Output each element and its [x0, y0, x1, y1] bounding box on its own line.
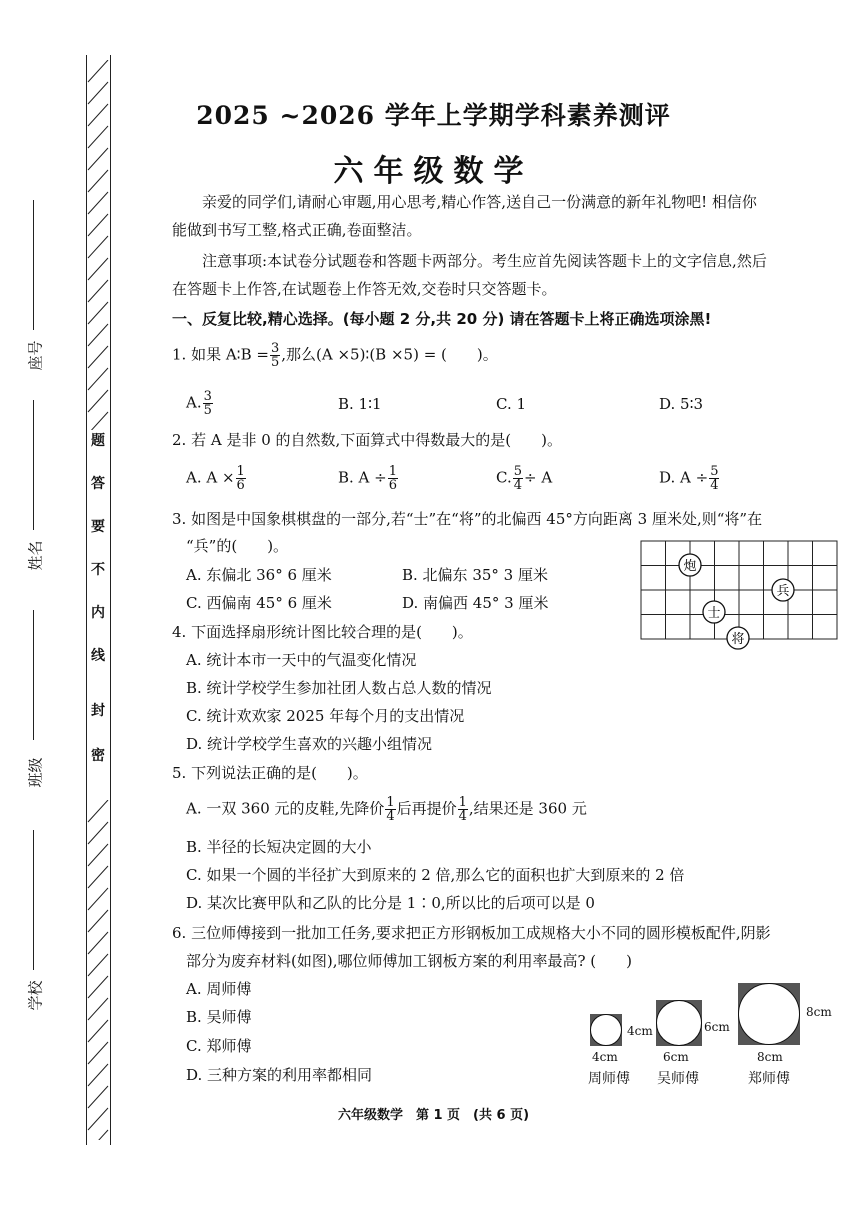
- q2-option-d[interactable]: [659, 465, 720, 492]
- q1-option-d[interactable]: D. 5∶3: [659, 395, 704, 413]
- q1-frac-den: 5: [270, 355, 280, 370]
- q3-option-a[interactable]: A. 东偏北 36° 6 厘米: [186, 566, 332, 584]
- hatch-stroke: [88, 236, 108, 258]
- hatch-stroke: [88, 192, 108, 214]
- q2-opt-d-den: 4: [710, 478, 719, 493]
- plate-wu: [656, 1000, 702, 1046]
- hatch-stroke: [88, 324, 108, 346]
- q2-opt-b-den: 6: [388, 478, 398, 493]
- q5-option-d[interactable]: D. 某次比赛甲队和乙队的比分是 1∶0,所以比的后项可以是 0: [186, 894, 595, 912]
- q4-stem: 4. 下面选择扇形统计图比较合理的是( )。: [172, 623, 473, 641]
- q5-opt-a-part3: ,结果还是 360 元: [468, 799, 587, 818]
- q1-option-a[interactable]: [186, 390, 214, 417]
- hatch-stroke: [88, 1042, 108, 1064]
- plate-zhou-bottom: 4cm: [592, 1050, 618, 1064]
- plate-wu-bottom: 6cm: [663, 1050, 689, 1064]
- q4-option-d[interactable]: D. 统计学校学生喜欢的兴趣小组情况: [186, 735, 433, 753]
- intro-line-2: 能做到书写工整,格式正确,卷面整洁。: [172, 221, 422, 239]
- plate-zheng-bottom: 8cm: [757, 1050, 783, 1064]
- seal-char: 题: [91, 433, 105, 449]
- chess-piece-pao: [679, 554, 701, 576]
- q2-opt-d-frac: [709, 465, 719, 492]
- pao-label: 炮: [683, 559, 697, 574]
- hatch-stroke: [88, 390, 108, 412]
- hatch-stroke: [88, 1020, 108, 1042]
- hatch-stroke: [88, 280, 108, 302]
- q1-option-b[interactable]: B. 1∶1: [338, 395, 382, 413]
- q1-stem: [172, 342, 498, 369]
- jiang-label: 将: [731, 632, 745, 647]
- q6-option-c[interactable]: C. 郑师傅: [186, 1037, 252, 1055]
- q2-option-a[interactable]: [186, 465, 247, 492]
- shi-label: 士: [707, 606, 721, 621]
- q1-frac-num: 3: [270, 341, 280, 356]
- q3-stem-1: 3. 如图是中国象棋棋盘的一部分,若“士”在“将”的北偏西 45°方向距离 3 厘米处,则“将”在: [172, 510, 763, 528]
- q2-opt-c-num: 5: [513, 464, 522, 479]
- plate-zhou-name: 周师傅: [588, 1071, 630, 1087]
- seal-char: 要: [91, 519, 105, 535]
- plate-zheng-side: 8cm: [806, 1005, 832, 1019]
- q4-option-a[interactable]: A. 统计本市一天中的气温变化情况: [186, 651, 417, 669]
- class-line[interactable]: [33, 610, 34, 740]
- binding-line-right: [110, 55, 111, 1145]
- hatch-stroke: [88, 888, 108, 910]
- seal-char: 密: [91, 748, 105, 764]
- bing-label: 兵: [776, 584, 790, 599]
- q1-option-c[interactable]: C. 1: [496, 395, 527, 413]
- q4-option-b[interactable]: B. 统计学校学生参加社团人数占总人数的情况: [186, 679, 492, 697]
- hatch-stroke: [88, 998, 108, 1020]
- hatch-stroke: [88, 1064, 108, 1086]
- q1-stem-start: 1. 如果 A∶B =: [172, 345, 269, 364]
- q2-option-c[interactable]: [496, 465, 552, 492]
- student-name-label: 姓名: [26, 540, 45, 571]
- q4-option-c[interactable]: C. 统计欢欢家 2025 年每个月的支出情况: [186, 707, 465, 725]
- seal-char: 答: [91, 476, 105, 492]
- hatch-stroke: [88, 60, 108, 82]
- hatch-stroke: [88, 1130, 108, 1140]
- q1-stem-end: ,那么(A ×5)∶(B ×5) = ( )。: [281, 345, 498, 364]
- q5-opt-a-num2: 1: [458, 795, 467, 810]
- hatch-stroke: [88, 822, 108, 844]
- hatch-stroke: [88, 844, 108, 866]
- q5-opt-a-num1: 1: [386, 795, 395, 810]
- q2-opt-d-num: 5: [710, 464, 719, 479]
- seat-number-label: 座号: [26, 340, 45, 371]
- hatch-stroke: [88, 368, 108, 390]
- binding-hatch-bottom: [86, 800, 110, 1140]
- q2-opt-b-num: 1: [388, 464, 398, 479]
- subject-title: 六年级数学: [333, 154, 534, 189]
- q1-opt-a-num: 3: [203, 389, 212, 404]
- q2-stem: 2. 若 A 是非 0 的自然数,下面算式中得数最大的是( )。: [172, 431, 563, 449]
- hatch-stroke: [88, 258, 108, 280]
- chess-piece-jiang: [727, 627, 749, 649]
- q2-opt-c-label: C.: [496, 468, 512, 487]
- chess-grid: [641, 541, 837, 639]
- q3-option-d[interactable]: D. 南偏西 45° 3 厘米: [402, 594, 549, 612]
- q5-stem: 5. 下列说法正确的是( )。: [172, 764, 368, 782]
- plates-figure: [586, 980, 816, 1050]
- q6-option-b[interactable]: B. 吴师傅: [186, 1008, 252, 1026]
- school-label: 学校: [26, 980, 45, 1011]
- hatch-stroke: [88, 976, 108, 998]
- q2-opt-a-num: 1: [236, 464, 245, 479]
- intro-line-1: 亲爱的同学们,请耐心审题,用心思考,精心作答,送自己一份满意的新年礼物吧! 相信你: [202, 193, 757, 211]
- plate-zheng: [738, 983, 800, 1045]
- q6-option-d[interactable]: D. 三种方案的利用率都相同: [186, 1066, 373, 1084]
- q5-opt-a-part1: A. 一双 360 元的皮鞋,先降价: [186, 799, 385, 818]
- q6-option-a[interactable]: A. 周师傅: [186, 980, 252, 998]
- q3-stem-2: “兵”的( )。: [186, 537, 289, 555]
- hatch-stroke: [88, 800, 108, 822]
- q1-opt-a-label: A.: [186, 393, 202, 412]
- q2-opt-b-frac: [388, 465, 398, 492]
- q5-opt-a-den2: 4: [458, 809, 467, 824]
- exam-title: 2025 ~2026 学年上学期学科素养测评: [196, 101, 671, 130]
- seat-number-line[interactable]: [33, 200, 34, 330]
- hatch-stroke: [88, 866, 108, 888]
- hatch-stroke: [88, 214, 108, 236]
- q5-opt-a-part2: 后再提价: [396, 799, 457, 818]
- q3-option-b[interactable]: B. 北偏东 35° 3 厘米: [402, 566, 548, 584]
- seal-char: 不: [91, 562, 105, 578]
- q2-opt-a-den: 6: [236, 478, 245, 493]
- q6-stem-2: 部分为废弃材料(如图),哪位师傅加工钢板方案的利用率最高? ( ): [186, 952, 632, 970]
- q5-opt-a-den1: 4: [386, 809, 395, 824]
- hatch-stroke: [88, 910, 108, 932]
- q6-stem-1: 6. 三位师傅接到一批加工任务,要求把正方形钢板加工成规格大小不同的圆形模板配件,阴影: [172, 924, 771, 942]
- chess-piece-shi: [703, 601, 725, 623]
- q5-opt-a-frac2: [458, 796, 468, 823]
- q2-opt-c-tail: ÷ A: [524, 468, 553, 487]
- plate-wu-side: 6cm: [704, 1020, 730, 1034]
- q1-fraction: [270, 342, 280, 369]
- hatch-stroke: [88, 932, 108, 954]
- q5-option-c[interactable]: C. 如果一个圆的半径扩大到原来的 2 倍,那么它的面积也扩大到原来的 2 倍: [186, 866, 685, 884]
- notice-line-2: 在答题卡上作答,在试题卷上作答无效,交卷时只交答题卡。: [172, 280, 557, 298]
- seal-char: 线: [91, 648, 105, 664]
- q3-option-c[interactable]: C. 西偏南 45° 6 厘米: [186, 594, 332, 612]
- seal-char: 内: [91, 605, 105, 621]
- school-line[interactable]: [33, 830, 34, 970]
- student-name-line[interactable]: [33, 400, 34, 530]
- section-heading: 一、反复比较,精心选择。(每小题 2 分,共 20 分) 请在答题卡上将正确选项涂黑!: [172, 310, 712, 328]
- plate-zhou-side: 4cm: [627, 1024, 653, 1038]
- q2-option-b[interactable]: [338, 465, 399, 492]
- plate-zhou: [590, 1014, 622, 1046]
- q2-opt-c-frac: [513, 465, 523, 492]
- page-footer: 六年级数学 第 1 页 (共 6 页): [337, 1108, 530, 1123]
- notice-line-1: 注意事项:本试卷分试题卷和答题卡两部分。考生应首先阅读答题卡上的文字信息,然后: [202, 252, 767, 270]
- q2-opt-d-label: D. A ÷: [659, 468, 709, 487]
- class-label: 班级: [26, 757, 45, 788]
- hatch-stroke: [88, 412, 108, 430]
- hatch-stroke: [88, 954, 108, 976]
- q2-opt-c-den: 4: [513, 478, 522, 493]
- hatch-stroke: [88, 302, 108, 324]
- q5-option-a[interactable]: [186, 796, 587, 823]
- q5-opt-a-frac1: [385, 796, 395, 823]
- q1-opt-a-den: 5: [203, 403, 212, 418]
- q2-opt-a-frac: [236, 465, 246, 492]
- q1-opt-a-frac: [203, 390, 213, 417]
- seal-char: 封: [91, 703, 105, 719]
- chess-board-figure: [640, 540, 840, 652]
- q5-option-b[interactable]: B. 半径的长短决定圆的大小: [186, 838, 372, 856]
- chess-piece-bing: [772, 579, 794, 601]
- q2-opt-a-label: A. A ×: [186, 468, 235, 487]
- plate-zheng-name: 郑师傅: [748, 1071, 790, 1087]
- q2-opt-b-label: B. A ÷: [338, 468, 387, 487]
- plate-wu-name: 吴师傅: [657, 1071, 699, 1087]
- hatch-stroke: [88, 346, 108, 368]
